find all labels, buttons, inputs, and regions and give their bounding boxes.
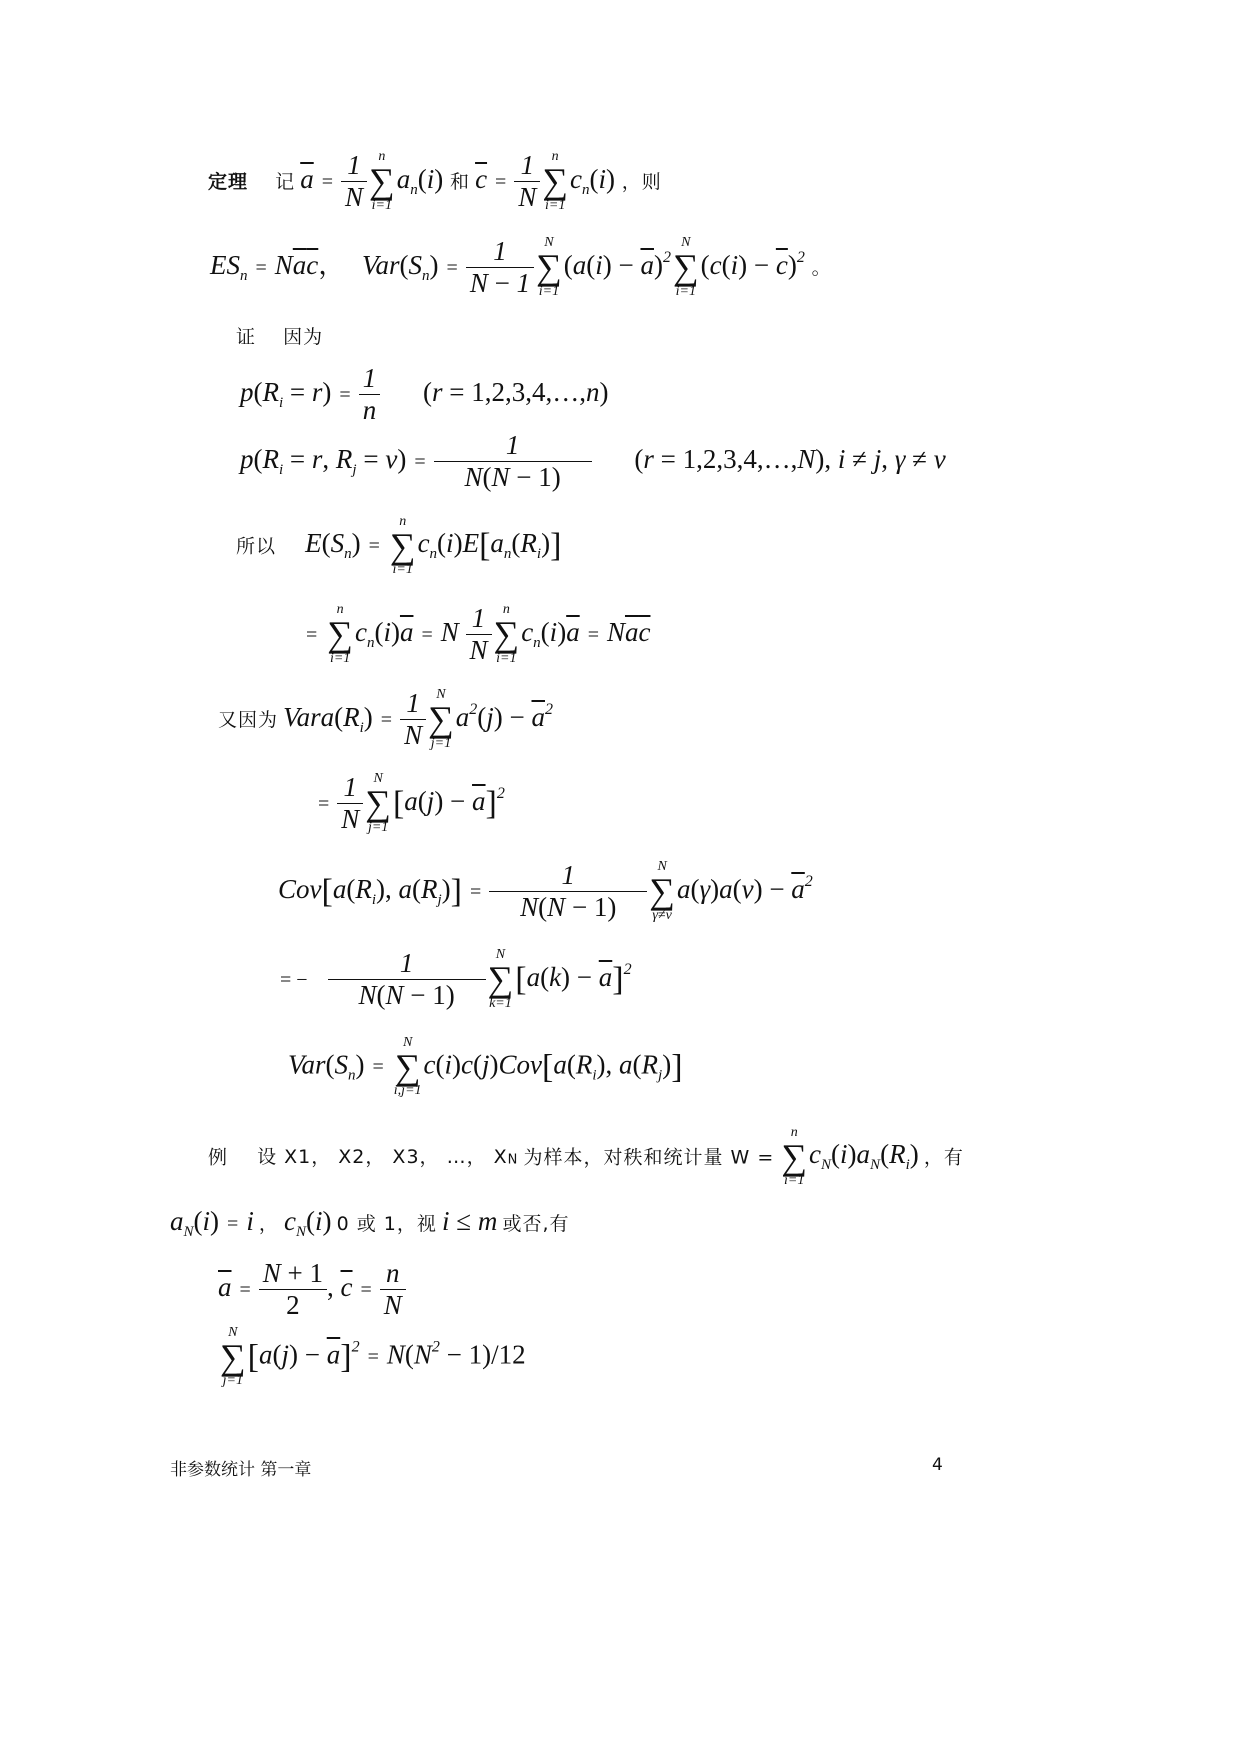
therefore-word: 所以 — [236, 535, 277, 558]
condition-formula: i ≤ m — [442, 1206, 498, 1236]
var-a-formula: $Vara(R_i)$ = $\frac{1}{N}$ N ∑ j=1 $a^2(j) - \overline{a}^2$ — [283, 687, 553, 751]
score-c-formula: $c_N(i)$ — [284, 1206, 332, 1240]
and-word: 和 — [449, 170, 470, 193]
example-text-4: ， — [258, 1213, 279, 1235]
example-text-3: ，有 — [923, 1146, 964, 1169]
period: 。 — [811, 256, 832, 279]
theorem-intro: 记 — [275, 170, 296, 193]
example-text-5: 0 或 1，视 — [336, 1213, 437, 1235]
rank-sum-formula: n ∑ i=1 $c_N(i)a_N(R_i)$ — [781, 1125, 919, 1189]
expectation-variance-line — [210, 236, 832, 299]
theorem-formula-c: $\overline{c}$ = $\frac{1}{N}$ n ∑ i=1 $c_n(i)$ — [475, 149, 616, 213]
therefore-line — [236, 515, 561, 577]
expectation-result: = n ∑ i=1 $c_n(i)\overline{a} = N$ $\frac{1}{N}$ n ∑ i=1 $c_n(i)\overline{a} = N\overline{a}\overline{c}$ — [306, 602, 651, 666]
variance-line — [218, 688, 553, 751]
footer-chapter: 非参数统计 第一章 — [170, 1460, 312, 1480]
score-a-formula: $a_N(i) = i$ — [170, 1206, 254, 1240]
covariance-result: = − $\frac{1}{N(N - 1)}$ N ∑ k=1 $[a(k) - \overline{a}]^2$ — [280, 947, 632, 1011]
score-definition-line — [170, 1208, 569, 1240]
prob-joint-rank: $p(R_i = r$, $R_j = \nu$) = $\frac{1}{N(N - 1)}$ (r = 1,2,3,4,…,N), i ≠ j, γ ≠ ν — [240, 430, 946, 493]
because-word: 因为 — [283, 326, 324, 348]
theorem-line — [208, 150, 662, 213]
covariance-formula: $Cov[a(R_i)$, $a(R_j)$] = $\frac{1}{N(N - 1)}$ N ∑ γ≠ν $a(\gamma)a(\nu) - \overline{a}^2$ — [278, 859, 813, 923]
mean-values: $\overline{a}$ = $\frac{N + 1}{2}$ , $\overline{c}$ = $\frac{n}{N}$ — [218, 1258, 406, 1321]
theorem-formula-a: $\overline{a}$ = $\frac{1}{N}$ n ∑ i=1 $a_n(i)$ — [300, 149, 444, 213]
theorem-label: 定理 — [208, 170, 249, 193]
example-label: 例 — [208, 1146, 229, 1169]
expectation-formula: $E(S_n)$ = n ∑ i=1 $c_n(i)E[a_n(R_i)]$ — [305, 514, 562, 578]
then-word: ，则 — [621, 170, 662, 193]
variance-sn-formula: $Var(S_n)$ = N ∑ i,j=1 $c(i)c(j)Cov[a(R_i)$, $a(R_j)$] — [288, 1035, 683, 1099]
page-number: 4 — [932, 1455, 943, 1475]
proof-line — [236, 322, 323, 349]
example-text-6: 或否,有 — [502, 1213, 570, 1235]
example-text-2: 为样本，对秩和统计量 W = — [523, 1146, 775, 1169]
example-text-1: 设 X1， X2， X3， …， X — [257, 1146, 508, 1169]
var-a-result: = $\frac{1}{N}$ N ∑ j=1 $[a(j) - \overline{a}]^2$ — [318, 771, 505, 835]
proof-label: 证 — [236, 326, 257, 348]
prob-single-rank: $p(R_i = r)$ = $\frac{1}{n}$ (r = 1,2,3,4,…,n) — [240, 363, 609, 426]
es-formula: $ES_n = N\overline{a}\overline{c}$， $Var(S_n)$ = $\frac{1}{N - 1}$ N ∑ i=1 $(a(i) - \overline{a})^2$ N ∑ i=1 $(c(i) - \overline{c})^2$ — [210, 235, 805, 299]
sum-squares-result: N ∑ j=1 $[a(j) - \overline{a}]^2 = N(N^2 - 1)/12$ — [220, 1325, 526, 1389]
example-line: 例 设 X1， X2， X3， …， XN 为样本，对秩和统计量 W = n ∑ i=1 $c_N(i)a_N(R_i)$ ，有 — [208, 1125, 964, 1189]
also-because-word: 又因为 — [218, 708, 279, 731]
